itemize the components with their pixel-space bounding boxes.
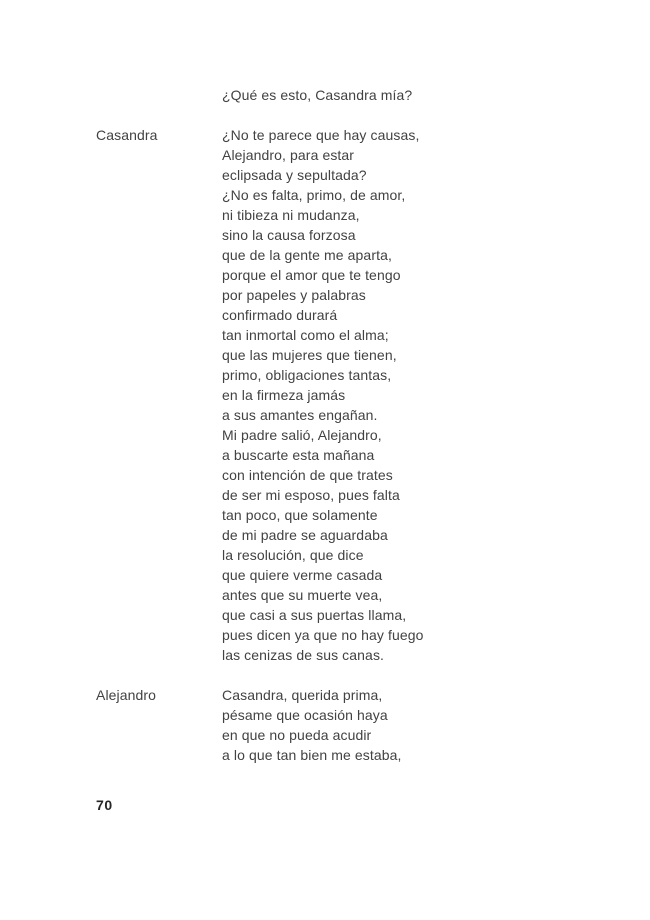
verse-line: las cenizas de sus canas. (222, 647, 385, 663)
verse-line: pésame que ocasión haya (222, 707, 388, 723)
verse-line: ¿Qué es esto, Casandra mía? (222, 87, 413, 103)
speaker-name: Alejandro (96, 687, 157, 703)
speaker-name: Casandra (96, 127, 158, 143)
verse-line: sino la causa forzosa (222, 227, 356, 243)
speech-block (96, 685, 622, 765)
verse-line: porque el amor que te tengo (222, 267, 401, 283)
verse-line: que las mujeres que tienen, (222, 347, 397, 363)
speech-block (96, 85, 622, 105)
verse-line: Alejandro, para estar (222, 147, 355, 163)
verse-line: eclipsada y sepultada? (222, 167, 367, 183)
verse-line: ¿No es falta, primo, de amor, (222, 187, 406, 203)
verse-line: que de la gente me aparta, (222, 247, 392, 263)
verse-line: ¿No te parece que hay causas, (222, 127, 420, 143)
speech-lines (222, 85, 622, 105)
verse-line: de mi padre se aguardaba (222, 527, 388, 543)
page-number: 70 (96, 797, 113, 813)
speech-block (96, 125, 622, 665)
verse-line: ni tibieza ni mudanza, (222, 207, 360, 223)
verse-line: por papeles y palabras (222, 287, 366, 303)
verse-line: en que no pueda acudir (222, 727, 372, 743)
verse-line: en la firmeza jamás (222, 387, 346, 403)
verse-line: la resolución, que dice (222, 547, 364, 563)
verse-line: a buscarte esta mañana (222, 447, 375, 463)
verse-line: que quiere verme casada (222, 567, 383, 583)
verse-line: Casandra, querida prima, (222, 687, 383, 703)
verse-line: de ser mi esposo, pues falta (222, 487, 400, 503)
verse-line: que casi a sus puertas llama, (222, 607, 407, 623)
verse-line: confirmado durará (222, 307, 338, 323)
verse-line: tan inmortal como el alma; (222, 327, 389, 343)
verse-line: a lo que tan bien me estaba, (222, 747, 402, 763)
verse-line: antes que su muerte vea, (222, 587, 383, 603)
speech-list (96, 85, 622, 765)
verse-line: primo, obligaciones tantas, (222, 367, 392, 383)
verse-line: tan poco, que solamente (222, 507, 378, 523)
verse-line: pues dicen ya que no hay fuego (222, 627, 424, 643)
verse-line: a sus amantes engañan. (222, 407, 378, 423)
verse-line: Mi padre salió, Alejandro, (222, 427, 382, 443)
verse-line: con intención de que trates (222, 467, 393, 483)
speech-lines (222, 685, 622, 765)
speech-lines (222, 125, 622, 665)
